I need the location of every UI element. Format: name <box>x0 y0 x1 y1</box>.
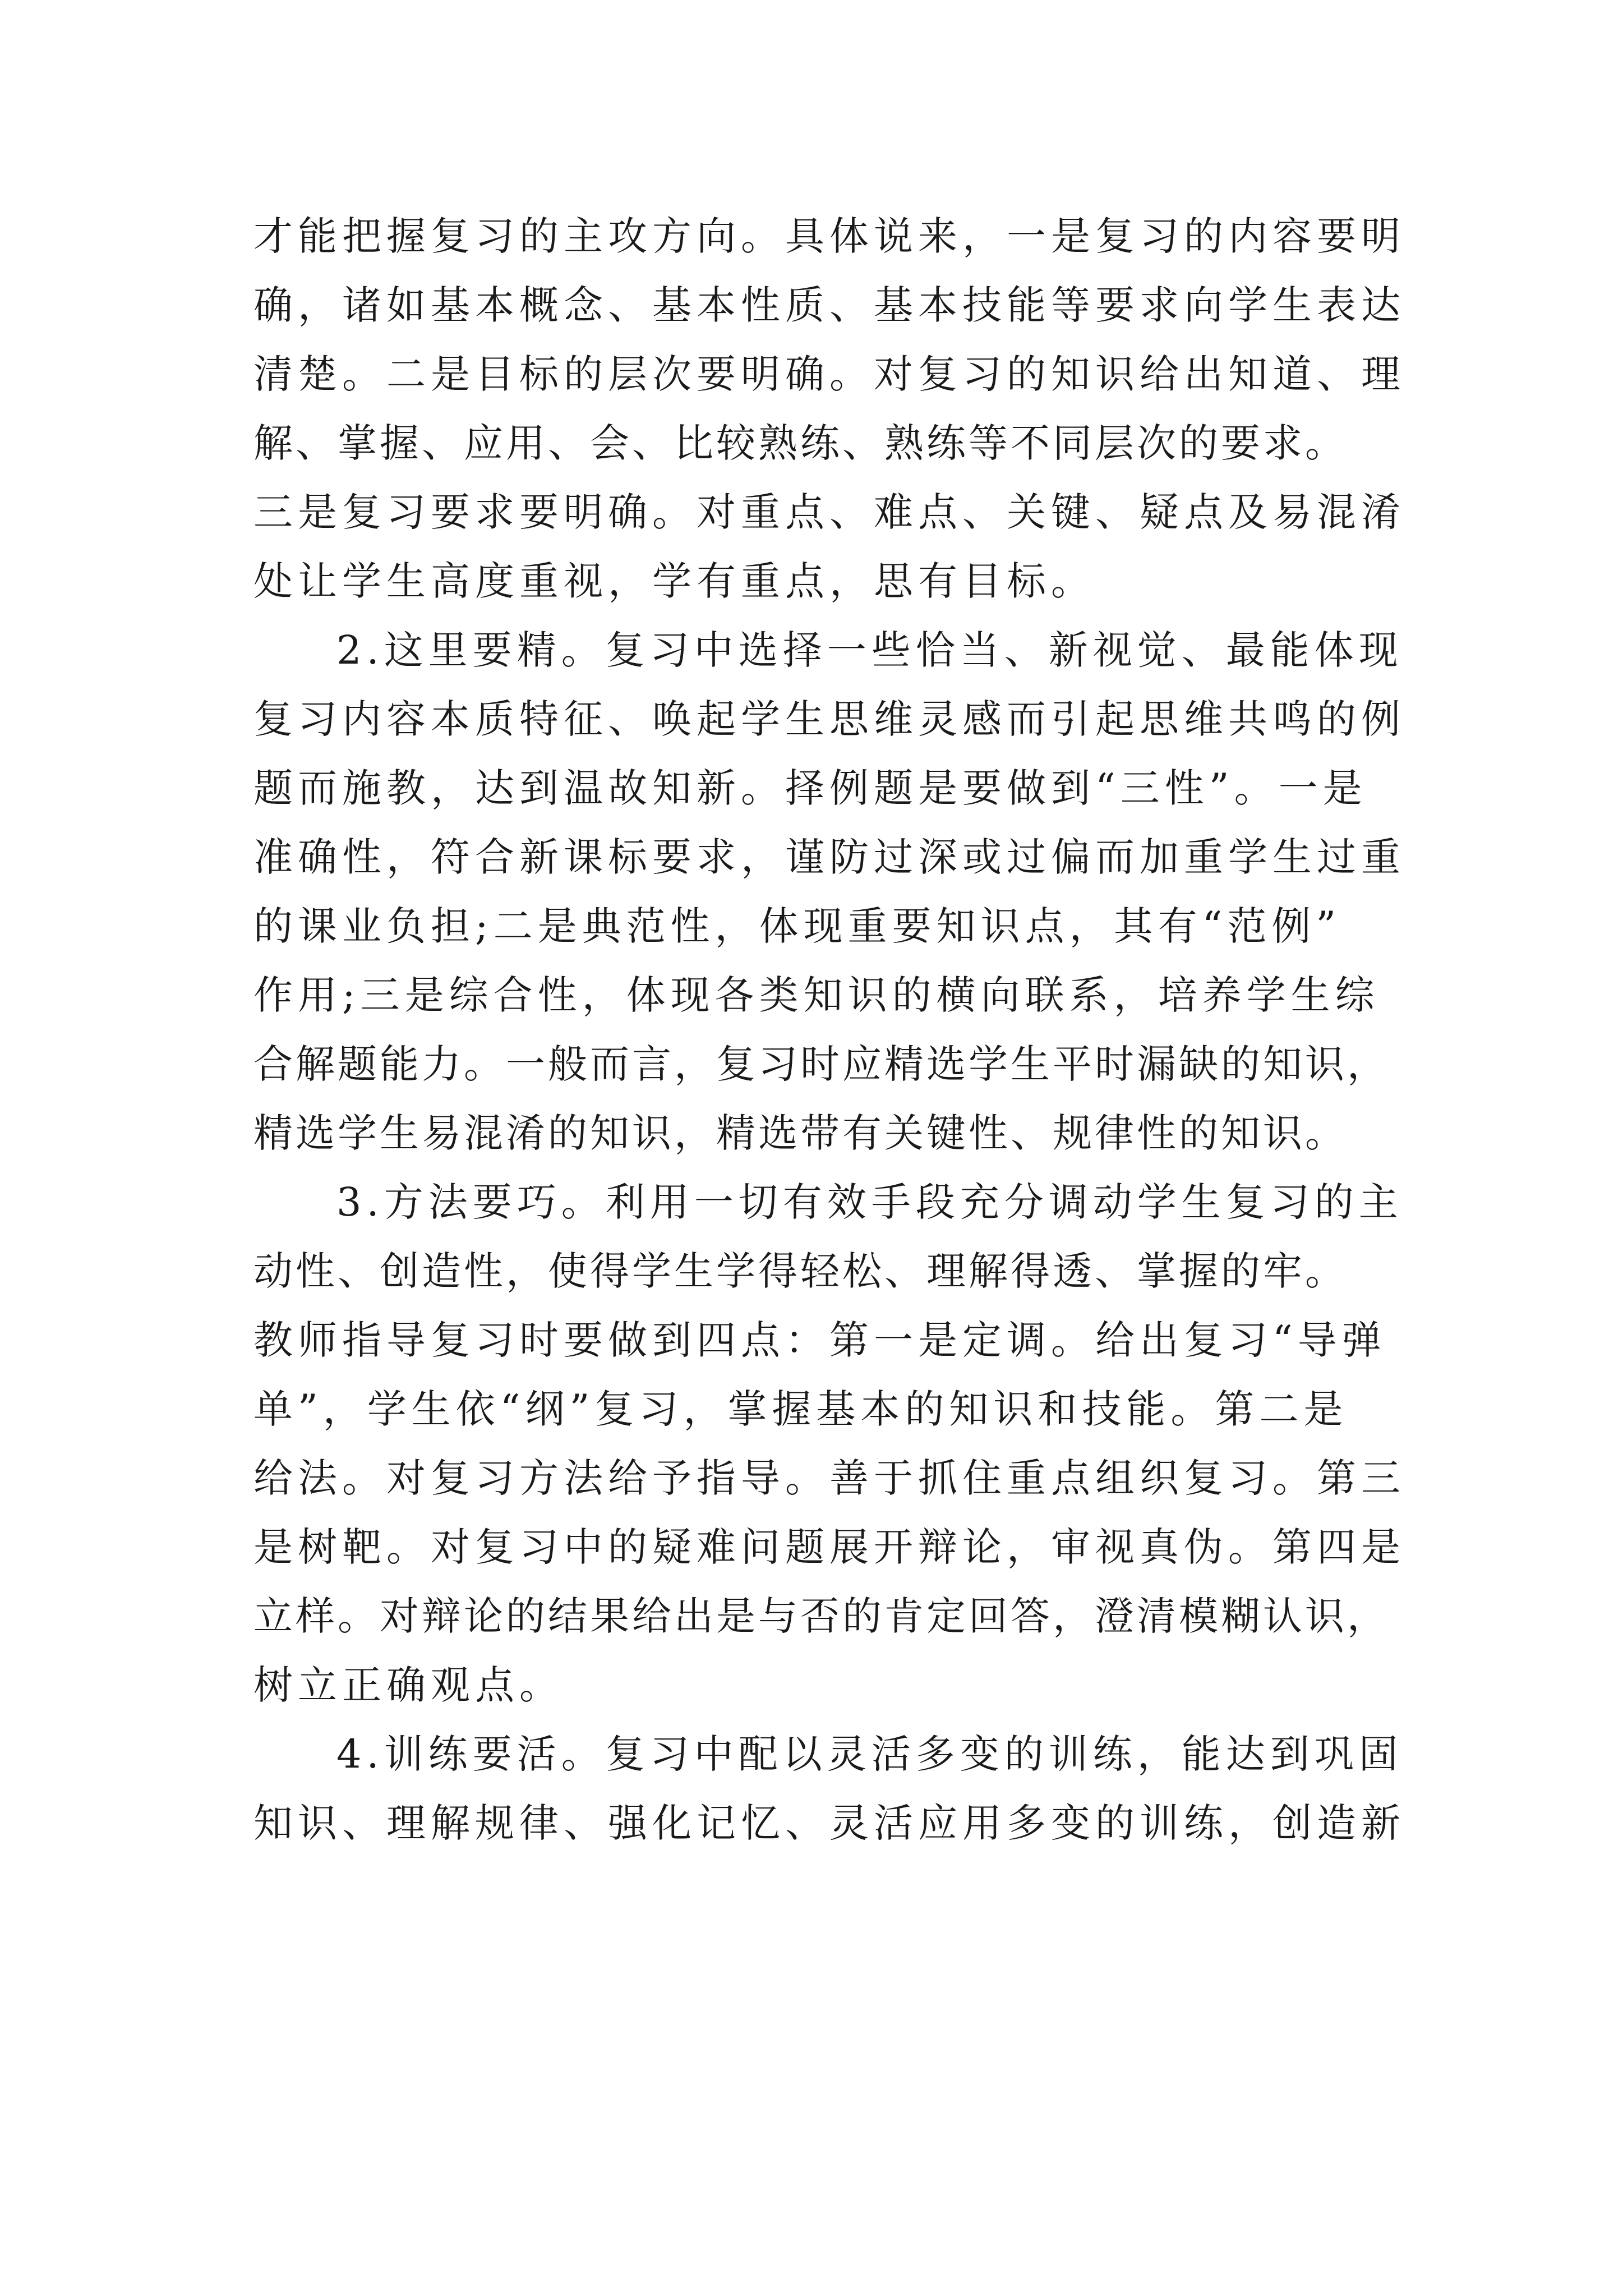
text-line: 三是复习要求要明确。对重点、难点、关键、疑点及易混淆 <box>253 489 1405 535</box>
paragraph-start-line: 2.这里要精。复习中选择一些恰当、新视觉、最能体现 <box>336 627 1403 673</box>
text-line: 给法。对复习方法给予指导。善于抓住重点组织复习。第三 <box>253 1455 1405 1501</box>
paragraph-start-line: 3.方法要巧。利用一切有效手段充分调动学生复习的主 <box>336 1179 1403 1225</box>
text-line: 合解题能力。一般而言，复习时应精选学生平时漏缺的知识， <box>253 1041 1389 1087</box>
text-line: 确，诸如基本概念、基本性质、基本技能等要求向学生表达 <box>253 282 1405 328</box>
text-line: 复习内容本质特征、唤起学生思维灵感而引起思维共鸣的例 <box>253 696 1405 742</box>
text-line: 教师指导复习时要做到四点：第一是定调。给出复习“导弹 <box>253 1317 1386 1363</box>
text-line: 立样。对辩论的结果给出是与否的肯定回答，澄清模糊认识， <box>253 1593 1389 1639</box>
text-line: 作用;三是综合性，体现各类知识的横向联系，培养学生综 <box>253 972 1380 1018</box>
text-line: 解、掌握、应用、会、比较熟练、熟练等不同层次的要求。 <box>253 420 1347 466</box>
text-line: 题而施教，达到温故知新。择例题是要做到“三性”。一是 <box>253 765 1367 811</box>
text-line: 知识、理解规律、强化记忆、灵活应用多变的训练，创造新 <box>253 1800 1405 1846</box>
text-line: 树立正确观点。 <box>253 1662 564 1708</box>
text-line: 精选学生易混淆的知识，精选带有关键性、规律性的知识。 <box>253 1110 1347 1156</box>
text-line: 单”，学生依“纲”复习，掌握基本的知识和技能。第二是 <box>253 1386 1348 1432</box>
text-line: 是树靶。对复习中的疑难问题展开辩论，审视真伪。第四是 <box>253 1524 1405 1570</box>
text-line: 的课业负担;二是典范性，体现重要知识点，其有“范例” <box>253 903 1341 949</box>
text-line: 准确性，符合新课标要求，谨防过深或过偏而加重学生过重 <box>253 834 1405 880</box>
text-line: 处让学生高度重视，学有重点，思有目标。 <box>253 558 1095 604</box>
paragraph-start-line: 4.训练要活。复习中配以灵活多变的训练，能达到巩固 <box>336 1731 1403 1777</box>
text-line: 才能把握复习的主攻方向。具体说来，一是复习的内容要明 <box>253 213 1405 259</box>
body-text <box>253 202 1405 1858</box>
text-line: 动性、创造性，使得学生学得轻松、理解得透、掌握的牢。 <box>253 1248 1347 1294</box>
text-line: 清楚。二是目标的层次要明确。对复习的知识给出知道、理 <box>253 351 1405 397</box>
